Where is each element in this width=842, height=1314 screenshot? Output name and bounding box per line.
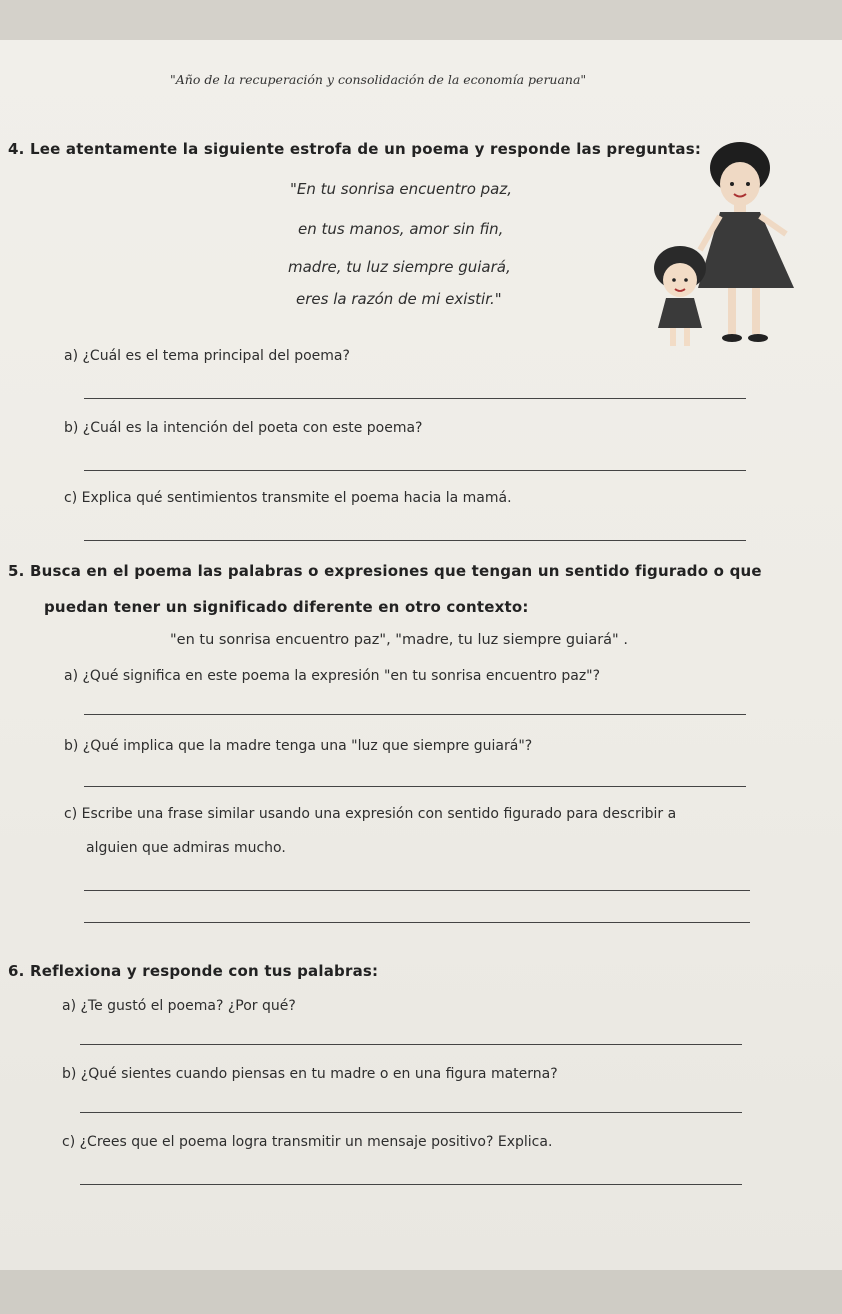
mother-and-daughter-illustration [636,138,812,358]
photo-background-bottom [0,1270,842,1314]
question-4b: b) ¿Cuál es la intención del poeta con este poema? [64,420,423,436]
question-5a: a) ¿Qué significa en este poema la expresión "en tu sonrisa encuentro paz"? [64,668,601,684]
question-5c-line-1: c) Escribe una frase similar usando una expresión con sentido figurado para describir a [64,806,677,822]
question-5c-line-2: alguien que admiras mucho. [86,840,286,856]
poem-line-4: eres la razón de mi existir." [296,290,502,308]
answer-line-5c-1[interactable] [84,890,750,891]
answer-line-5c-2[interactable] [84,922,750,923]
question-5-title-line-2: puedan tener un significado diferente en otro contexto: [44,598,529,616]
answer-line-6b[interactable] [80,1112,742,1113]
question-4c: c) Explica qué sentimientos transmite el poema hacia la mamá. [64,490,512,506]
poem-line-1: "En tu sonrisa encuentro paz, [290,180,512,198]
question-6c: c) ¿Crees que el poema logra transmitir un mensaje positivo? Explica. [62,1134,553,1150]
question-6b: b) ¿Qué sientes cuando piensas en tu madre o en una figura materna? [62,1066,558,1082]
question-5-title-line-1: 5. Busca en el poema las palabras o expresiones que tengan un sentido figurado o que [8,562,762,580]
answer-line-5b[interactable] [84,786,746,787]
answer-line-5a[interactable] [84,714,746,715]
question-6a: a) ¿Te gustó el poema? ¿Por qué? [62,998,296,1014]
question-4a: a) ¿Cuál es el tema principal del poema? [64,348,350,364]
answer-line-4a[interactable] [84,398,746,399]
poem-line-3: madre, tu luz siempre guiará, [288,258,511,276]
question-4-title: 4. Lee atentamente la siguiente estrofa de un poema y responde las preguntas: [8,140,702,158]
answer-line-6c[interactable] [80,1184,742,1185]
answer-line-6a[interactable] [80,1044,742,1045]
photo-background-top [0,0,842,40]
question-5-quote: "en tu sonrisa encuentro paz", "madre, tu luz siempre guiará" . [170,632,628,648]
question-5b: b) ¿Qué implica que la madre tenga una "luz que siempre guiará"? [64,738,533,754]
answer-line-4b[interactable] [84,470,746,471]
question-6-title: 6. Reflexiona y responde con tus palabras: [8,962,379,980]
poem-line-2: en tus manos, amor sin fin, [298,220,504,238]
page-header: "Año de la recuperación y consolidación de la economía peruana" [170,72,587,87]
answer-line-4c[interactable] [84,540,746,541]
